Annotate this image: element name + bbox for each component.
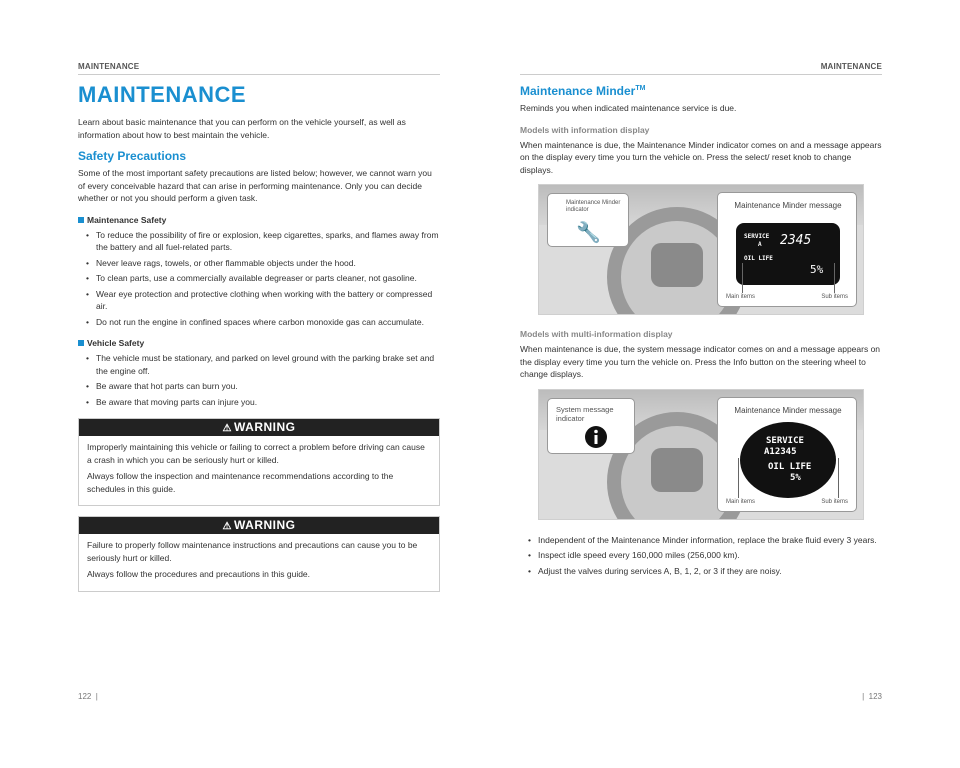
vehicle-safety-list <box>86 352 440 408</box>
maintenance-safety-label: Maintenance Safety <box>87 214 167 225</box>
warning-box-2 <box>78 516 440 592</box>
steering-hub-illustration <box>651 448 703 492</box>
callout-caption: Maintenance Minder message <box>734 405 842 415</box>
sub-items-label: Sub items <box>821 498 848 505</box>
display-service: SERVICE <box>744 233 770 240</box>
display-service: SERVICE <box>766 435 804 446</box>
list-item: • Be aware that hot parts can burn you. <box>86 380 440 393</box>
square-bullet-icon <box>78 340 84 346</box>
safety-text: Some of the most important safety precautions are listed below; however, we cannot warn you of every conceivable hazard that can arise in performing maintenance. Only you can decide whether or not you should perform a given task. <box>78 168 432 203</box>
multi-info-display-screen <box>740 422 836 498</box>
maintenance-safety-heading <box>78 215 440 225</box>
main-items-label: Main items <box>726 294 756 300</box>
list-item: • Wear eye protection and protective clothing when working with the battery or compressed air. <box>86 288 440 313</box>
intro-text: Learn about basic maintenance that you can perform on the vehicle yourself, as well as information about how to best maintain the vehicle. <box>78 117 406 140</box>
list-item: • Independent of the Maintenance Minder information, replace the brake fluid every 3 years. <box>528 534 882 547</box>
warning-text: Failure to properly follow maintenance instructions and precautions can cause you to be seriously hurt or killed. <box>87 540 418 563</box>
list-item: • To clean parts, use a commercially available degreaser or parts cleaner, not gasoline. <box>86 272 440 285</box>
list-item: • The vehicle must be stationary, and parked on level ground with the parking brake set and the engine off. <box>86 352 440 377</box>
square-bullet-icon <box>78 217 84 223</box>
header-rule <box>78 74 440 75</box>
left-content <box>78 82 440 592</box>
list-item: • Adjust the valves during services A, B, 1, 2, or 3 if they are noisy. <box>528 565 882 578</box>
page-number-value: 122 <box>78 692 92 701</box>
message-callout <box>717 192 857 307</box>
warning-label: WARNING <box>233 518 296 532</box>
list-item: • Never leave rags, towels, or other flammable objects under the hood. <box>86 257 440 270</box>
minder-intro: Reminds you when indicated maintenance service is due. <box>520 103 737 113</box>
list-item: • To reduce the possibility of fire or explosion, keep cigarettes, sparks, and flames away from the battery and all fuel-related parts. <box>86 229 440 254</box>
callout-label: System message indicator <box>556 404 614 423</box>
leader-line <box>834 263 835 293</box>
page-number: 122 | <box>78 692 98 701</box>
page-number: | 123 <box>862 692 882 701</box>
steering-hub-illustration <box>651 243 703 287</box>
info-display-screen <box>736 223 840 285</box>
display-oil-life: OIL LIFE <box>768 461 812 472</box>
warning-text: Always follow the procedures and precautions in this guide. <box>87 569 311 579</box>
trademark: TM <box>635 85 646 92</box>
page-title: MAINTENANCE <box>78 82 247 107</box>
warning-box-1 <box>78 418 440 506</box>
main-items-label: Main items <box>726 498 756 505</box>
subheading-multi-info-display: Models with multi-information display <box>520 329 673 339</box>
figure-info-display <box>538 184 864 315</box>
display-oil-life: OIL LIFE <box>744 255 773 262</box>
display-code: A12345 <box>764 446 797 457</box>
indicator-callout <box>547 398 635 454</box>
page-number-value: 123 <box>868 692 882 701</box>
header-rule <box>520 74 882 75</box>
right-page <box>520 0 882 768</box>
figure-multi-info-display <box>538 389 864 520</box>
leader-line <box>838 458 839 498</box>
vehicle-safety-heading <box>78 338 440 348</box>
display-percent: 5% <box>810 263 824 276</box>
info-icon <box>584 425 608 455</box>
left-page <box>78 0 440 768</box>
leader-line <box>742 263 743 293</box>
display-code: A <box>758 241 762 248</box>
heading-text: Maintenance Minder <box>520 84 636 98</box>
warning-body <box>79 534 439 591</box>
right-content <box>520 84 882 580</box>
warning-header <box>79 517 439 534</box>
warning-text: Improperly maintaining this vehicle or failing to correct a problem before driving can cause a crash in which you can be seriously hurt or killed. <box>87 442 425 465</box>
callout-label: Maintenance Minder indicator <box>566 200 621 213</box>
list-item: • Inspect idle speed every 160,000 miles (256,000 km). <box>528 549 882 562</box>
message-callout <box>717 397 857 512</box>
leader-line <box>738 458 739 498</box>
display-miles: 2345 <box>780 233 812 248</box>
warning-triangle-icon: ⚠ <box>222 521 232 532</box>
safety-heading: Safety Precautions <box>78 149 187 163</box>
info-display-text: When maintenance is due, the Maintenance Minder indicator comes on and a message appears on the display every time you turn the vehicle on. Press the select/ reset knob to change displays. <box>520 139 882 175</box>
warning-header <box>79 419 439 436</box>
maintenance-safety-list <box>86 229 440 329</box>
warning-triangle-icon: ⚠ <box>222 423 232 434</box>
display-percent: 5% <box>790 472 801 483</box>
callout-caption: Maintenance Minder message <box>734 201 842 210</box>
warning-label: WARNING <box>233 420 296 434</box>
multi-info-display-text: When maintenance is due, the system message indicator comes on and a message appears on the display every time you turn the vehicle on. Press the Info button on the steering wheel to change displays. <box>520 344 881 379</box>
list-item: • Be aware that moving parts can injure you. <box>86 396 440 409</box>
warning-body <box>79 436 439 505</box>
subheading-info-display: Models with information display <box>520 124 650 135</box>
minder-notes-list <box>528 534 882 578</box>
sub-items-label: Sub items <box>821 294 848 300</box>
maintenance-minder-heading <box>520 84 882 98</box>
warning-text: Always follow the inspection and maintenance recommendations according to the schedules in this guide. <box>87 471 394 494</box>
running-head: MAINTENANCE <box>820 62 882 71</box>
running-head: MAINTENANCE <box>78 62 140 71</box>
list-item: • Do not run the engine in confined spaces where carbon monoxide gas can accumulate. <box>86 316 440 329</box>
wrench-icon: 🔧 <box>576 222 601 244</box>
indicator-callout <box>547 193 629 247</box>
vehicle-safety-label: Vehicle Safety <box>87 338 145 348</box>
